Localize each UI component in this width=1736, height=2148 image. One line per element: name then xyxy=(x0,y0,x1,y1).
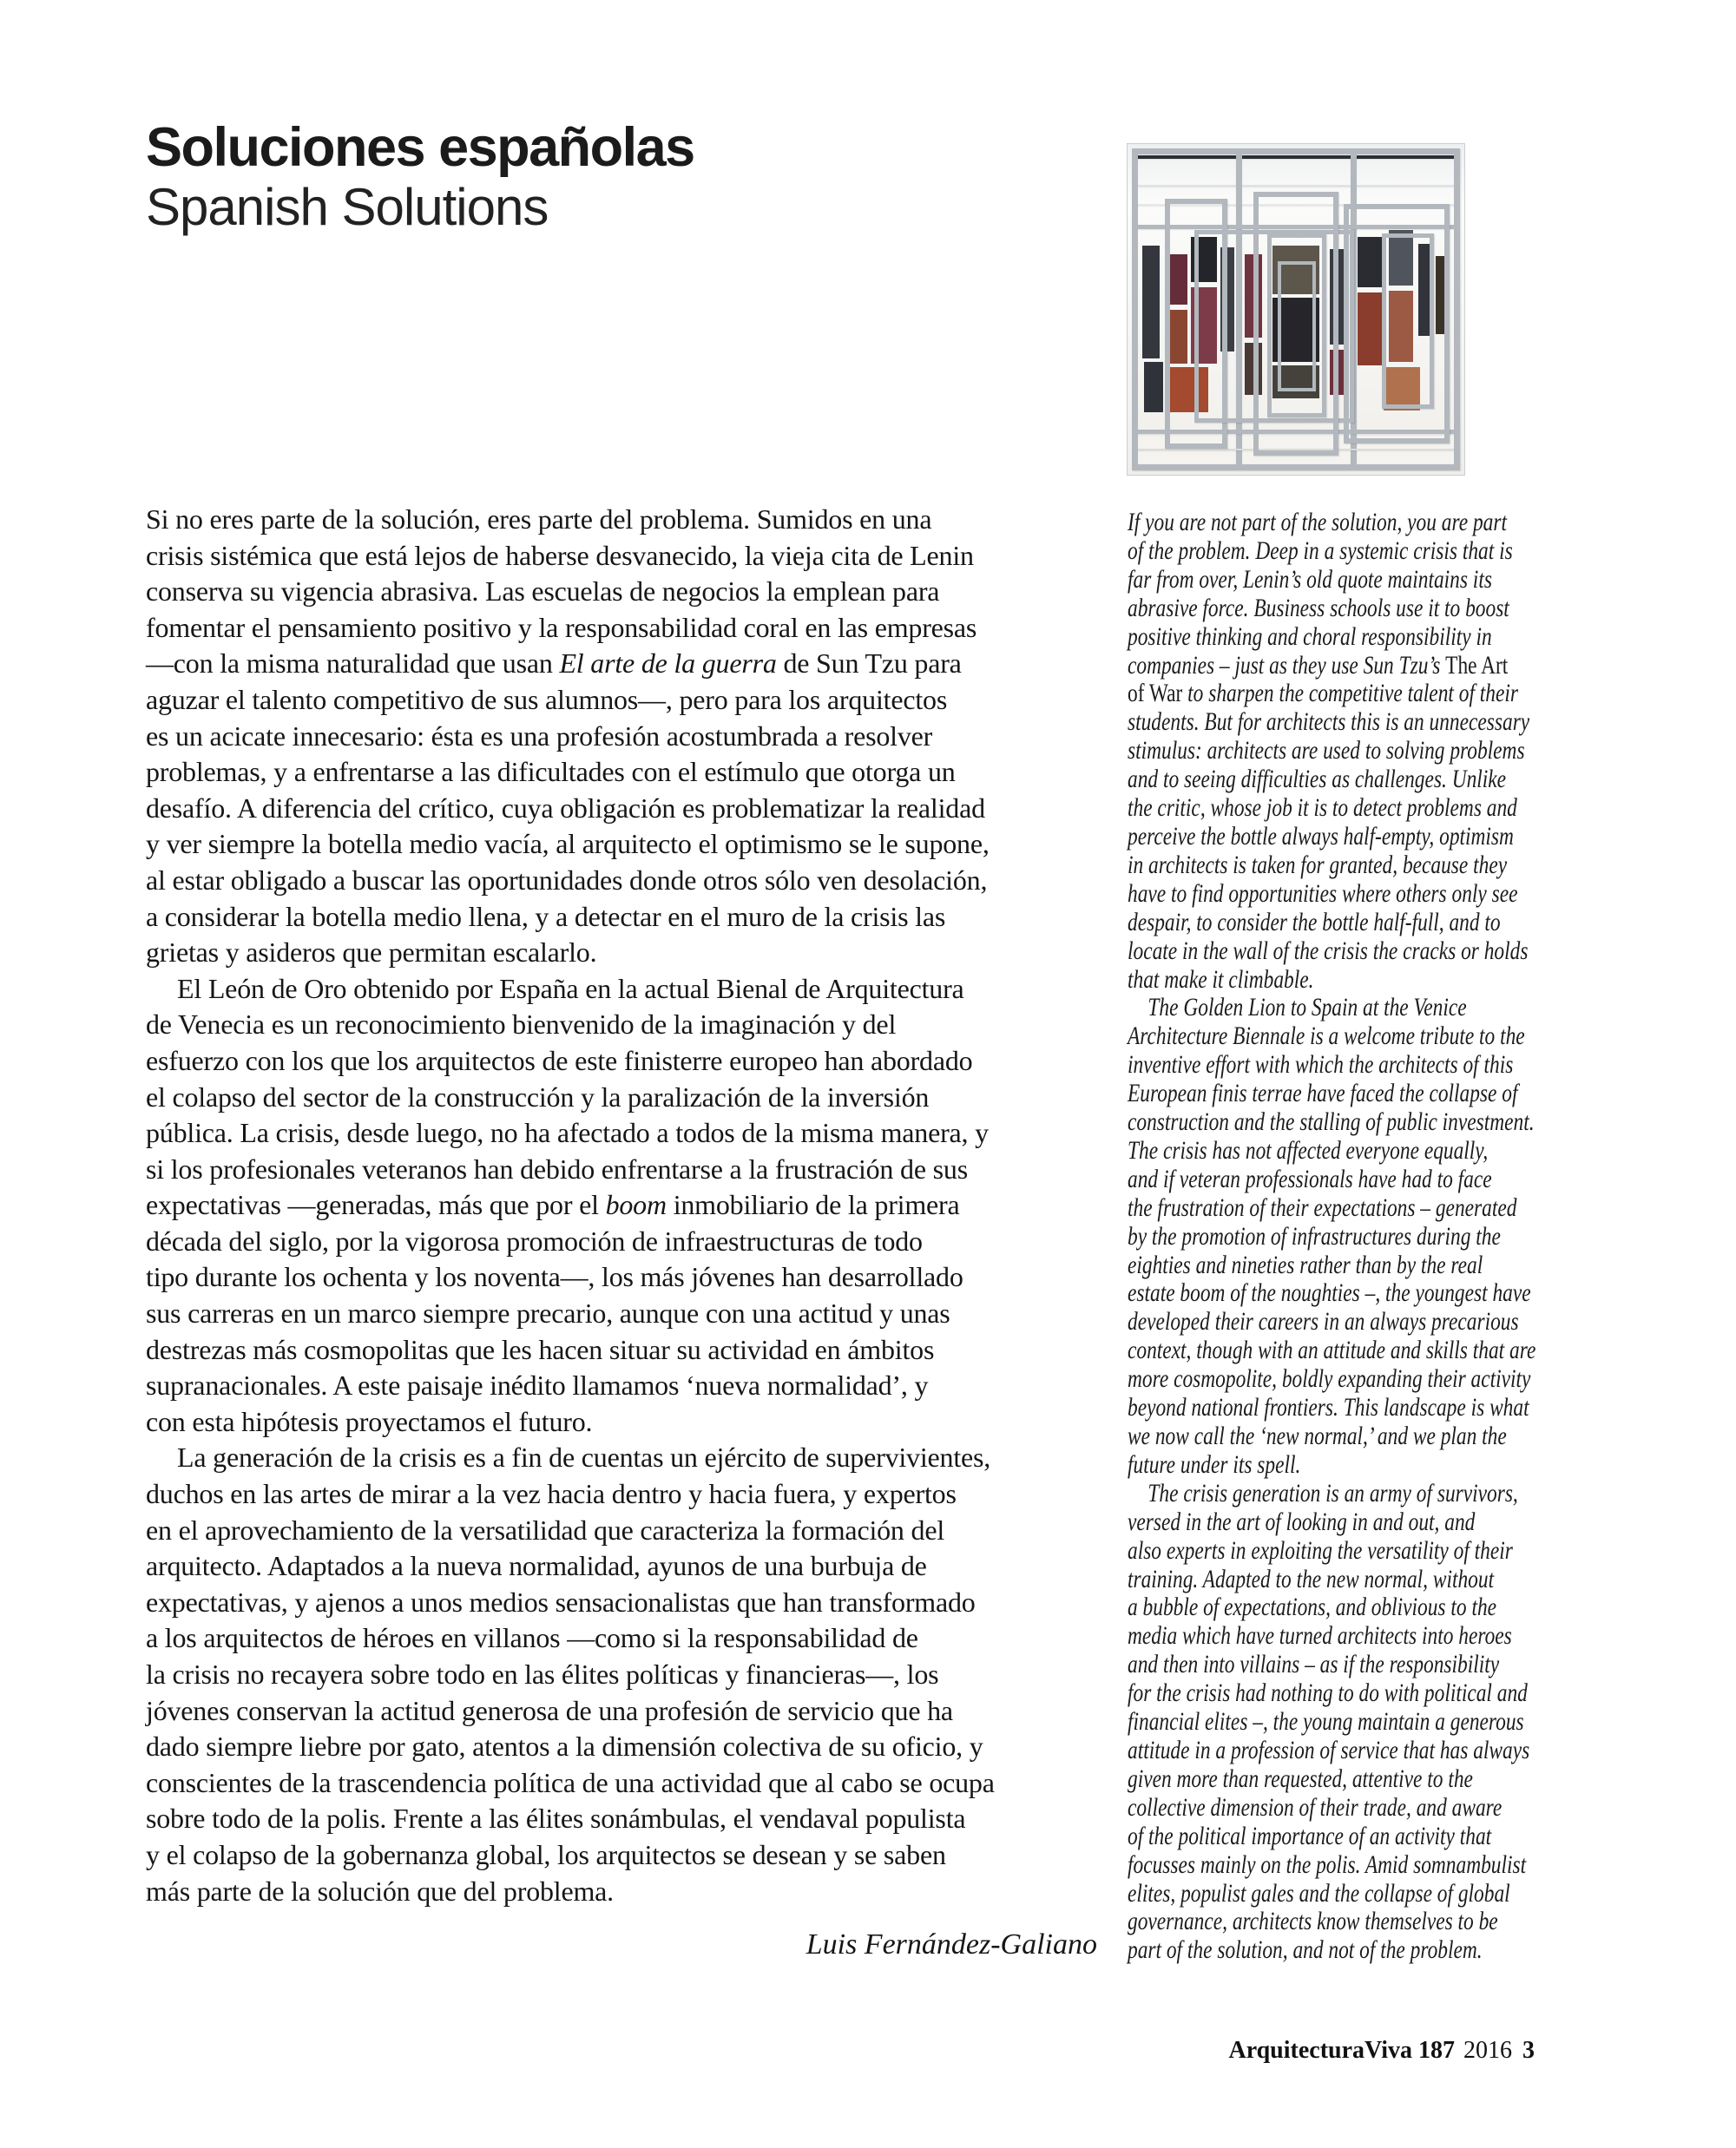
text-line: El León de Oro obtenido por España en la actual Bienal de Arquitectura xyxy=(177,972,964,1004)
text-line: expectativas, y ajenos a unos medios sensacionalistas que han transformado xyxy=(146,1586,976,1618)
text-line: far from over, Lenin’s old quote maintains its xyxy=(1128,564,1492,594)
text-line: duchos en las artes de mirar a la vez hacia dentro y hacia fuera, y expertos xyxy=(146,1478,957,1510)
text-line: construction and the stalling of public investment. xyxy=(1128,1107,1535,1137)
text-line: companies – just as they use Sun Tzu’s The Art xyxy=(1128,650,1509,680)
text-line: más parte de la solución que del problema. xyxy=(146,1875,614,1907)
page-footer xyxy=(840,2036,1535,2066)
text-line: destrezas más cosmopolitas que les hacen situar su actividad en ámbitos xyxy=(146,1333,935,1365)
text-line: collective dimension of their trade, and aware xyxy=(1128,1792,1503,1822)
text-line: eighties and nineties rather than by the real xyxy=(1128,1250,1483,1279)
text-line: more cosmopolite, boldly expanding their activity xyxy=(1128,1364,1531,1394)
text-line: in architects is taken for granted, because they xyxy=(1128,850,1508,879)
text-line: década del siglo, por la vigorosa promoción de infraestructuras de todo xyxy=(146,1225,923,1257)
text-line: abrasive force. Business schools use it to boost xyxy=(1128,593,1509,622)
text-line: versed in the art of looking in and out, and xyxy=(1128,1507,1476,1536)
text-line: fomentar el pensamiento positivo y la responsabilidad coral en las empresas xyxy=(146,611,977,643)
text-line: dado siempre liebre por gato, atentos a la dimensión colectiva de su oficio, y xyxy=(146,1731,983,1763)
page-number: 3 xyxy=(1522,2037,1535,2064)
text-line: context, though with an attitude and skills that are xyxy=(1128,1336,1536,1365)
text-line: el colapso del sector de la construcción y la paralización de la inversión xyxy=(146,1081,930,1113)
issue-number: 187 xyxy=(1418,2037,1455,2064)
text-line: problemas, y a enfrentarse a las dificultades con el estímulo que otorga un xyxy=(146,756,956,788)
text-line: The crisis has not affected everyone equally, xyxy=(1128,1135,1489,1165)
text-line: have to find opportunities where others only see xyxy=(1128,878,1518,908)
text-line: also experts in exploiting the versatility of their xyxy=(1128,1535,1513,1565)
text-line: European finis terrae have faced the collapse of xyxy=(1128,1079,1518,1108)
photo-frame xyxy=(1382,233,1434,409)
magazine-name-and-issue xyxy=(1228,2037,1455,2064)
text-line: students. But for architects this is an unnecessary xyxy=(1128,707,1530,737)
text-line: inventive effort with which the architects of this xyxy=(1128,1050,1514,1080)
text-line: sus carreras en un marco siempre precario, aunque con una actitud y unas xyxy=(146,1297,950,1330)
text-line: and if veteran professionals have had to face xyxy=(1128,1164,1492,1193)
magazine-name: ArquitecturaViva xyxy=(1228,2037,1412,2064)
text-line: of the problem. Deep in a systemic crisis that is xyxy=(1128,535,1513,565)
text-line: the frustration of their expectations – generated xyxy=(1128,1192,1517,1222)
text-line: by the promotion of infrastructures during the xyxy=(1128,1221,1501,1251)
text-line: governance, architects know themselves to be xyxy=(1128,1907,1498,1936)
text-line: The Golden Lion to Spain at the Venice xyxy=(1147,993,1467,1022)
text-line: grietas y asideros que permitan escalarlo. xyxy=(146,936,597,969)
text-line: the critic, whose job it is to detect problems and xyxy=(1128,793,1517,823)
article-title-spanish: Soluciones españolas xyxy=(146,117,694,178)
text-line: a bubble of expectations, and oblivious to the xyxy=(1128,1593,1497,1622)
text-line: locate in the wall of the crisis the cracks or holds xyxy=(1128,936,1529,965)
text-line: financial elites –, the young maintain a generous xyxy=(1128,1707,1524,1737)
text-line: beyond national frontiers. This landscape is what xyxy=(1128,1393,1529,1422)
text-line: positive thinking and choral responsibility in xyxy=(1128,621,1492,651)
text-line: perceive the bottle always half-empty, optimism xyxy=(1128,821,1514,851)
text-line: —con la misma naturalidad que usan El arte de la guerra de Sun Tzu para xyxy=(146,647,962,680)
text-line: conscientes de la trascendencia política de una actividad que al cabo se ocupa xyxy=(146,1766,995,1798)
text-line: developed their careers in an always precarious xyxy=(1128,1307,1519,1337)
text-line: If you are not part of the solution, you are part xyxy=(1128,508,1507,536)
text-line: La generación de la crisis es a fin de cuentas un ejército de supervivientes, xyxy=(177,1442,991,1474)
spanish-text-column xyxy=(146,502,1101,1909)
text-line: estate boom of the noughties –, the youngest have xyxy=(1128,1278,1531,1308)
text-line: jóvenes conservan la actitud generosa de una profesión de servicio que ha xyxy=(146,1694,953,1726)
english-text-column xyxy=(1128,509,1579,1965)
footer-year: 2016 xyxy=(1463,2037,1512,2064)
text-line: stimulus: architects are used to solving problems xyxy=(1128,736,1525,765)
text-line: con esta hipótesis proyectamos el futuro. xyxy=(146,1405,593,1437)
author-signature: Luis Fernández-Galiano xyxy=(806,1928,1097,1961)
photo-frame xyxy=(1278,261,1316,391)
text-line: y ver siempre la botella medio vacía, al arquitecto el optimismo se le supone, xyxy=(146,828,990,860)
text-line: that make it climbable. xyxy=(1128,964,1314,994)
text-line: es un acicate innecesario: ésta es una profesión acostumbrada a resolver xyxy=(146,719,933,752)
text-line: y el colapso de la gobernanza global, los arquitectos se desean y se saben xyxy=(146,1838,946,1870)
text-line: and to seeing difficulties as challenges. Unlike xyxy=(1128,765,1507,794)
text-line: focusses mainly on the polis. Amid somnambulist xyxy=(1128,1849,1527,1879)
text-line: en el aprovechamiento de la versatilidad que caracteriza la formación del xyxy=(146,1514,945,1546)
text-line: expectativas —generadas, más que por el boom inmobiliario de la primera xyxy=(146,1189,960,1221)
text-line: given more than requested, attentive to the xyxy=(1128,1764,1473,1793)
text-line: si los profesionales veteranos han debido enfrentarse a la frustración de sus xyxy=(146,1153,968,1185)
text-line: a considerar la botella medio llena, y a detectar en el muro de la crisis las xyxy=(146,900,946,932)
text-line: a los arquitectos de héroes en villanos —como si la responsabilidad de xyxy=(146,1622,918,1654)
text-line: we now call the ‘new normal,’ and we plan the xyxy=(1128,1422,1507,1450)
text-line: elites, populist gales and the collapse of global xyxy=(1128,1878,1510,1908)
text-line: de Venecia es un reconocimiento bienvenido de la imaginación y del xyxy=(146,1008,897,1041)
text-line: of War to sharpen the competitive talent of their xyxy=(1128,679,1518,708)
text-line: Si no eres parte de la solución, eres parte del problema. Sumidos en una xyxy=(146,503,932,535)
text-line: The crisis generation is an army of survivors, xyxy=(1147,1478,1518,1508)
pavilion-installation-photo xyxy=(1127,143,1465,476)
text-line: for the crisis had nothing to do with political and xyxy=(1128,1678,1528,1708)
text-line: media which have turned architects into heroes xyxy=(1128,1621,1512,1651)
text-line: esfuerzo con los que los arquitectos de este finisterre europeo han abordado xyxy=(146,1044,973,1076)
text-line: training. Adapted to the new normal, without xyxy=(1128,1564,1495,1593)
text-line: conserva su vigencia abrasiva. Las escuelas de negocios la emplean para xyxy=(146,575,940,608)
text-line: sobre todo de la polis. Frente a las élites sonámbulas, el vendaval populista xyxy=(146,1803,966,1835)
text-line: la crisis no recayera sobre todo en las élites políticas y financieras—, los xyxy=(146,1659,939,1690)
text-line: arquitecto. Adaptados a la nueva normalidad, ayunos de una burbuja de xyxy=(146,1550,927,1582)
text-line: pública. La crisis, desde luego, no ha afectado a todos de la misma manera, y xyxy=(146,1117,989,1149)
text-line: supranacionales. A este paisaje inédito llamamos ‘nueva normalidad’, y xyxy=(146,1370,929,1402)
text-line: desafío. A diferencia del crítico, cuya obligación es problematizar la realidad xyxy=(146,792,985,824)
text-line: attitude in a profession of service that has always xyxy=(1128,1735,1530,1764)
text-line: tipo durante los ochenta y los noventa—, los más jóvenes han desarrollado xyxy=(146,1261,963,1293)
text-line: and then into villains – as if the responsibility xyxy=(1128,1650,1500,1679)
text-line: crisis sistémica que está lejos de haberse desvanecido, la vieja cita de Lenin xyxy=(146,539,974,571)
text-line: Architecture Biennale is a welcome tribute to the xyxy=(1128,1021,1525,1051)
text-line: of the political importance of an activity that xyxy=(1128,1821,1492,1850)
text-line: despair, to consider the bottle half-full, and to xyxy=(1128,907,1501,936)
text-line: al estar obligado a buscar las oportunidades donde otros sólo ven desolación, xyxy=(146,864,988,896)
text-line: part of the solution, and not of the problem. xyxy=(1128,1935,1483,1965)
text-line: aguzar el talento competitivo de sus alumnos—, pero para los arquitectos xyxy=(146,683,948,715)
text-line: future under its spell. xyxy=(1128,1449,1301,1479)
article-title-english: Spanish Solutions xyxy=(146,178,549,236)
